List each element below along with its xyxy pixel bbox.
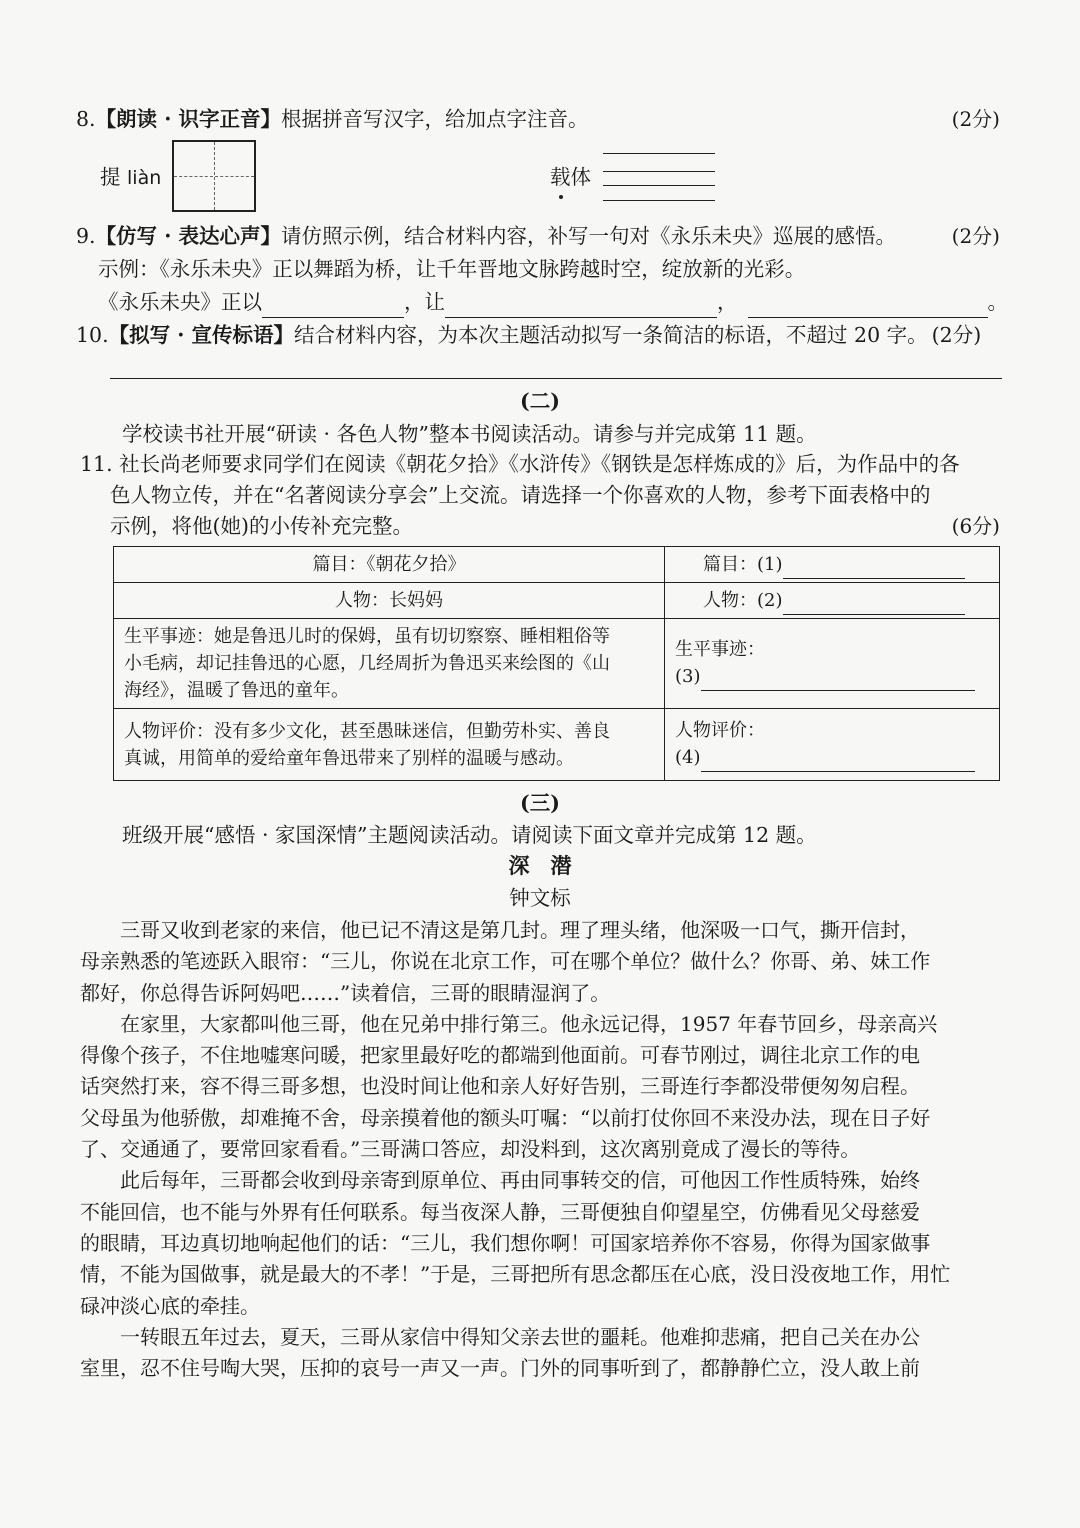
q11-line2: 色人物立传，并在“名著阅读分享会”上交流。请选择一个你喜欢的人物，参考下面表格中的	[110, 483, 931, 507]
q9-blank-3[interactable]	[748, 287, 988, 318]
article-author: 钟文标	[509, 886, 571, 910]
q8-pinyin-line-4[interactable]	[603, 200, 715, 201]
q9-fill-line	[98, 287, 1008, 318]
table-right-deeds-blank-label: (3)	[675, 666, 701, 687]
table-left-deeds-line: 海经》，温暖了鲁迅的童年。	[124, 680, 349, 701]
table-right-deeds	[665, 619, 1000, 709]
table-left-deeds-line: 小毛病，却记挂鲁迅的心愿，几经周折为鲁迅买来绘图的《山	[124, 653, 610, 674]
q9-blank-2[interactable]	[445, 287, 717, 318]
q9-fill-b: ，让	[404, 290, 445, 314]
q8-answer-grid[interactable]	[172, 140, 256, 212]
q9-example: 示例：《永乐未央》正以舞蹈为桥，让千年晋地文脉跨越时空，绽放新的光彩。	[98, 257, 806, 281]
q8-pinyin-line-3[interactable]	[603, 185, 715, 186]
table-right-person-cell	[665, 583, 1000, 619]
section3-intro: 班级开展“感悟 · 家国深情”主题阅读活动。请阅读下面文章并完成第 12 题。	[122, 823, 817, 847]
table-right-title: 篇目：(1)	[703, 553, 783, 575]
q8-pinyin-line-2[interactable]	[603, 171, 715, 172]
q8-tag: 【朗读 · 识字正音】	[95, 107, 281, 131]
q10-points: (2分)	[931, 323, 982, 347]
q9-fill-c: ，	[717, 290, 738, 314]
q11-line3: 示例，将他(她)的小传补充完整。	[110, 514, 413, 538]
article-line: 的眼睛，耳边真切地响起他们的话：“三儿，我们想你啊！可国家培养你不容易，你得为国家做事	[80, 1230, 931, 1255]
article-line: 碌冲淡心底的牵挂。	[80, 1293, 260, 1318]
q9-text: 请仿照示例，结合材料内容，补写一句对《永乐未央》巡展的感悟。	[280, 224, 896, 248]
q9-fill-a: 《永乐未央》正以	[98, 290, 262, 314]
q9-points: (2分)	[951, 224, 1000, 248]
article-line: 一转眼五年过去，夏天，三哥从家信中得知父亲去世的噩耗。他难抑悲痛，把自己关在办公	[80, 1324, 920, 1349]
q10-line	[76, 320, 981, 350]
q10-tag: 【拟写 · 宣传标语】	[108, 323, 295, 347]
table-right-eval-label: 人物评价：	[675, 720, 765, 741]
table-right-eval-blank-label: (4)	[675, 747, 701, 768]
article-title: 深 潜	[508, 853, 572, 878]
emphasis-dot	[559, 195, 563, 199]
table-left-title: 篇目：《朝花夕拾》	[114, 547, 665, 583]
table-left-deeds-line: 生平事迹：她是鲁迅儿时的保姆，虽有切切察察、睡相粗俗等	[124, 626, 610, 647]
table-right-eval	[665, 709, 1000, 781]
q8-item2-word: 载体	[550, 165, 591, 189]
table-left-eval	[114, 709, 665, 781]
q8-text: 根据拼音写汉字，给加点字注音。	[280, 107, 589, 131]
q8-item1-prefix: 提	[100, 165, 121, 189]
q11-points: (6分)	[951, 514, 1000, 538]
table-right-person: 人物：(2)	[703, 589, 783, 611]
section2-heading: (二)	[520, 389, 560, 413]
article-line: 情，不能为国做事，就是最大的不孝！”于是，三哥把所有思念都压在心底，没日没夜地工作，用忙	[80, 1262, 951, 1287]
q8-number: 8.	[76, 107, 96, 131]
article-line: 得像个孩子，不住地嘘寒问暖，把家里最好吃的都端到他面前。可春节刚过，调往北京工作的电	[80, 1043, 920, 1068]
article-line: 不能回信，也不能与外界有任何联系。每当夜深人静，三哥便独自仰望星空，仿佛看见父母慈爱	[80, 1199, 920, 1224]
table-right-deeds-label: 生平事迹：	[675, 639, 765, 660]
q9-line	[76, 221, 896, 251]
table-left-eval-line: 人物评价：没有多少文化，甚至愚昧迷信，但勤劳朴实、善良	[124, 720, 610, 742]
section3-heading: (三)	[520, 791, 560, 815]
article-line: 都好，你总得告诉阿妈吧……”读着信，三哥的眼睛湿润了。	[80, 980, 611, 1005]
table-right-title-cell	[665, 547, 1000, 583]
table-blank-1[interactable]	[783, 551, 965, 579]
q10-text: 结合材料内容，为本次主题活动拟写一条简洁的标语，不超过 20 字。	[294, 323, 928, 347]
q11-line1: 11. 社长尚老师要求同学们在阅读《朝花夕拾》《水浒传》《钢铁是怎样炼成的》后，为作品中的各	[80, 452, 960, 476]
article-line: 在家里，大家都叫他三哥，他在兄弟中排行第三。他永远记得，1957 年春节回乡，母亲高兴	[80, 1011, 938, 1036]
q8-item1	[100, 162, 161, 193]
article-line: 话突然打来，容不得三哥多想，也没时间让他和亲人好好告别，三哥连行李都没带便匆匆启程。	[80, 1074, 920, 1099]
section2-intro: 学校读书社开展“研读 · 各色人物”整本书阅读活动。请参与并完成第 11 题。	[122, 422, 817, 446]
q9-tag: 【仿写 · 表达心声】	[95, 224, 281, 248]
article-line: 母亲熟悉的笔迹跃入眼帘：“三儿，你说在北京工作，可在哪个单位？做什么？你哥、弟、妹工作	[80, 949, 931, 974]
table-left-eval-line: 真诚，用简单的爱给童年鲁迅带来了别样的温暖与感动。	[124, 747, 574, 769]
table-blank-4[interactable]	[701, 744, 975, 772]
q9-blank-1[interactable]	[262, 287, 404, 318]
q10-number: 10.	[76, 323, 109, 347]
table-blank-2[interactable]	[783, 587, 965, 615]
q8-pinyin-line-1[interactable]	[603, 153, 715, 154]
q9-fill-end: 。	[987, 290, 1008, 314]
article-line: 三哥又收到老家的来信，他已记不清这是第几封。理了理头绪，他深吸一口气，撕开信封，	[80, 918, 920, 942]
q9-number: 9.	[76, 224, 96, 248]
article-line: 室里，忍不住号啕大哭，压抑的哀号一声又一声。门外的同事听到了，都静静伫立，没人敢上前	[80, 1356, 920, 1381]
article-line: 了、交通通了，要常回家看看。”三哥满口答应，却没料到，这次离别竟成了漫长的等待。	[80, 1137, 861, 1162]
table-left-deeds	[114, 619, 665, 709]
article-line: 父母虽为他骄傲，却难掩不舍，母亲摸着他的额头叮嘱：“以前打仗你回不来没办法，现在日子好	[80, 1105, 931, 1130]
q8-points: (2分)	[951, 107, 1000, 131]
article-body	[80, 915, 1004, 1384]
q10-answer-line[interactable]	[110, 378, 1002, 379]
q8-line	[76, 104, 588, 134]
q11-table	[113, 546, 1000, 781]
table-left-person: 人物：长妈妈	[114, 583, 665, 619]
article-line: 此后每年，三哥都会收到母亲寄到原单位、再由同事转交的信，可他因工作性质特殊，始终	[80, 1168, 920, 1193]
table-blank-3[interactable]	[701, 663, 975, 691]
q8-item1-pinyin: liàn	[127, 167, 162, 189]
